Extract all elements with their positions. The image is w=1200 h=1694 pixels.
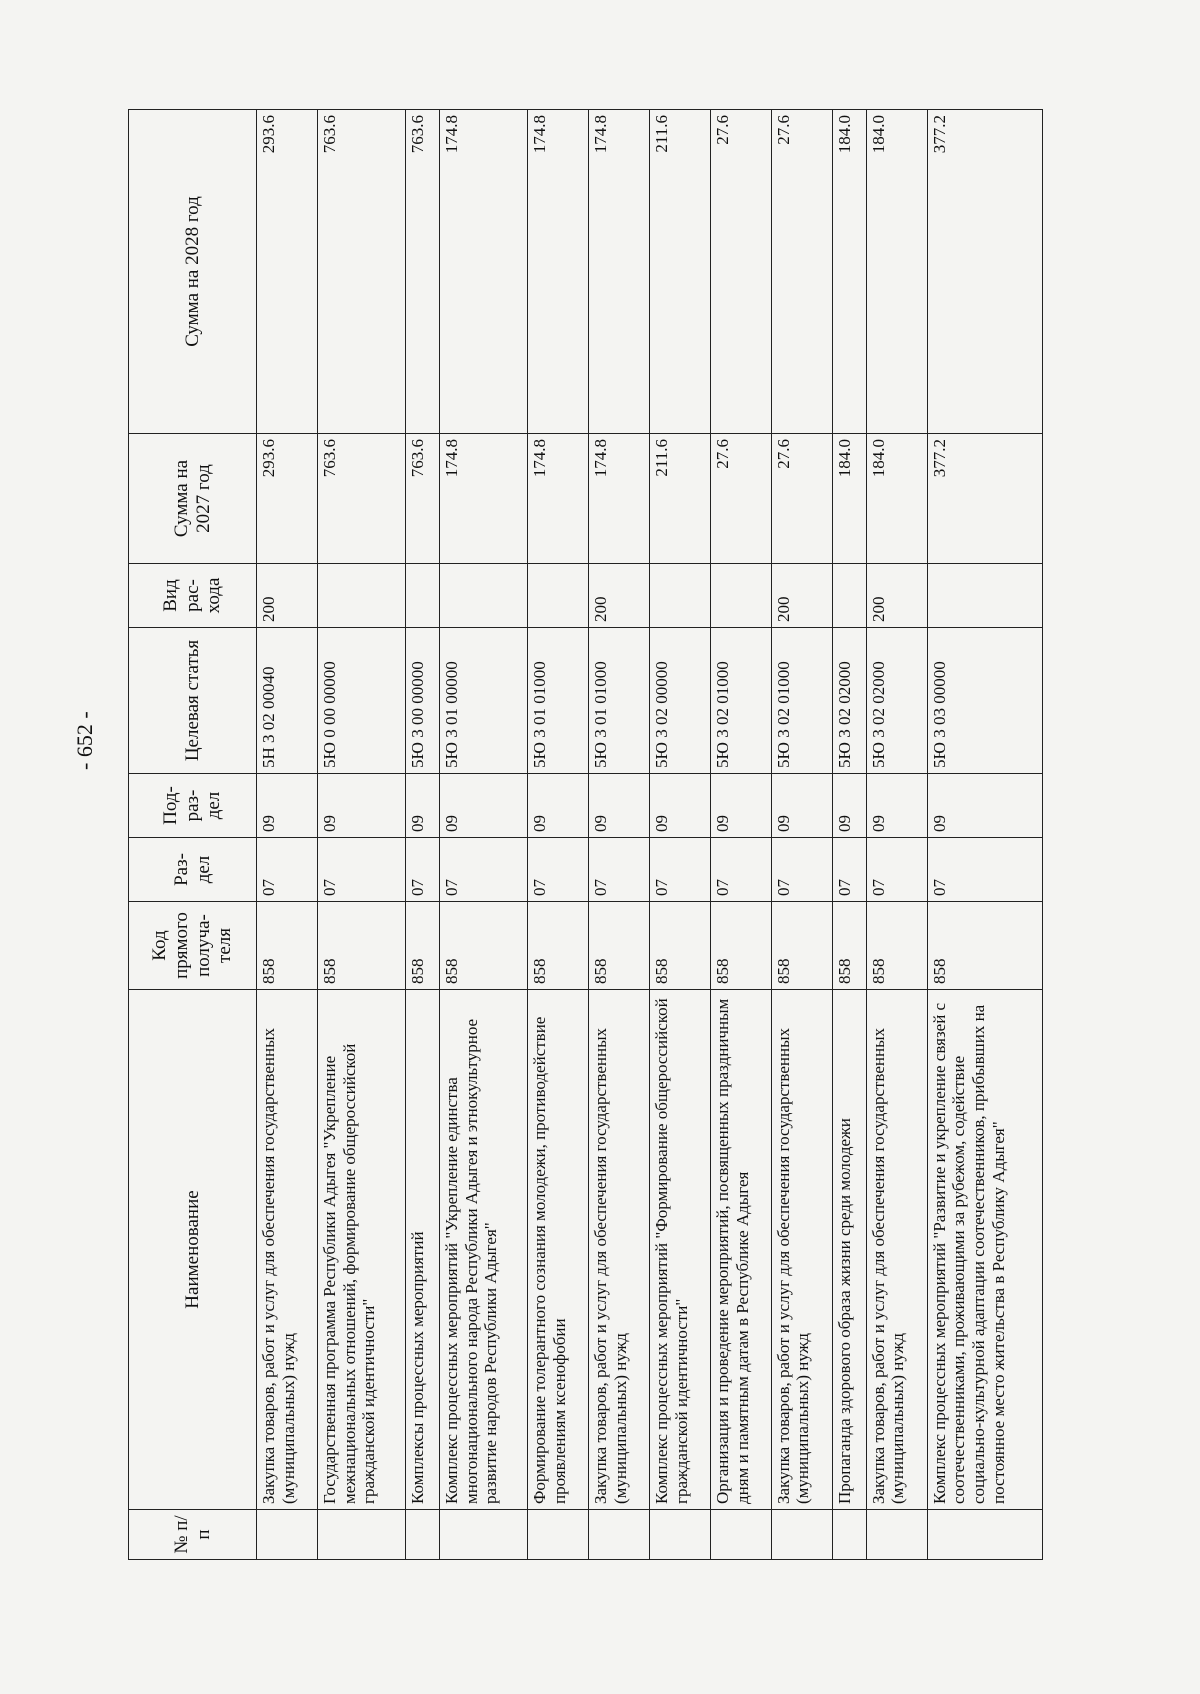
cell-sum2028: 211.6 bbox=[649, 110, 710, 434]
cell-razdel: 07 bbox=[406, 838, 440, 902]
cell-celevaya: 5Ю 3 02 01000 bbox=[771, 628, 832, 774]
header-podrazdel: Под-раз-дел bbox=[129, 774, 257, 838]
cell-sum2028: 763.6 bbox=[406, 110, 440, 434]
cell-no bbox=[832, 1510, 866, 1560]
cell-code: 858 bbox=[439, 902, 527, 990]
cell-sum2027: 211.6 bbox=[649, 434, 710, 564]
cell-sum2028: 184.0 bbox=[866, 110, 927, 434]
cell-podrazdel: 09 bbox=[866, 774, 927, 838]
table-row bbox=[257, 110, 318, 1560]
cell-vid: 200 bbox=[866, 564, 927, 628]
cell-code: 858 bbox=[771, 902, 832, 990]
cell-razdel: 07 bbox=[771, 838, 832, 902]
table-row bbox=[649, 110, 710, 1560]
cell-sum2027: 174.8 bbox=[439, 434, 527, 564]
header-vid: Вид рас-хода bbox=[129, 564, 257, 628]
cell-code: 858 bbox=[710, 902, 771, 990]
cell-razdel: 07 bbox=[832, 838, 866, 902]
cell-no bbox=[439, 1510, 527, 1560]
cell-vid: 200 bbox=[588, 564, 649, 628]
cell-razdel: 07 bbox=[866, 838, 927, 902]
rotated-table-container bbox=[128, 110, 1043, 1560]
cell-sum2028: 293.6 bbox=[257, 110, 318, 434]
cell-name: Закупка товаров, работ и услуг для обеспечения государственных (муниципальных) нужд bbox=[257, 990, 318, 1510]
cell-podrazdel: 09 bbox=[588, 774, 649, 838]
cell-no bbox=[927, 1510, 1042, 1560]
cell-razdel: 07 bbox=[649, 838, 710, 902]
table-row bbox=[866, 110, 927, 1560]
cell-name: Комплекс процессных мероприятий "Развитие и укрепление связей с соотечественниками, проживающими за рубежом, содействие социально-культурной адаптации соотечественников, прибывших на постоянное место жительства в Республику Адыгея" bbox=[927, 990, 1042, 1510]
table-row bbox=[317, 110, 405, 1560]
header-celevaya: Целевая статья bbox=[129, 628, 257, 774]
cell-podrazdel: 09 bbox=[406, 774, 440, 838]
cell-name: Комплекс процессных мероприятий "Формирование общероссийской гражданской идентичности" bbox=[649, 990, 710, 1510]
cell-name: Организация и проведение мероприятий, посвященных праздничным дням и памятным датам в Республике Адыгея bbox=[710, 990, 771, 1510]
table-row bbox=[927, 110, 1042, 1560]
table-row bbox=[439, 110, 527, 1560]
cell-no bbox=[317, 1510, 405, 1560]
cell-no bbox=[588, 1510, 649, 1560]
cell-vid bbox=[832, 564, 866, 628]
table-row bbox=[528, 110, 589, 1560]
cell-sum2028: 377.2 bbox=[927, 110, 1042, 434]
cell-code: 858 bbox=[649, 902, 710, 990]
cell-sum2027: 174.8 bbox=[588, 434, 649, 564]
header-razdel: Раз-дел bbox=[129, 838, 257, 902]
cell-vid bbox=[317, 564, 405, 628]
cell-sum2028: 174.8 bbox=[528, 110, 589, 434]
cell-sum2028: 763.6 bbox=[317, 110, 405, 434]
cell-podrazdel: 09 bbox=[832, 774, 866, 838]
table-row bbox=[832, 110, 866, 1560]
header-code: Код прямого получа-теля bbox=[129, 902, 257, 990]
cell-celevaya: 5Ю 3 01 01000 bbox=[588, 628, 649, 774]
cell-code: 858 bbox=[866, 902, 927, 990]
cell-sum2028: 174.8 bbox=[588, 110, 649, 434]
cell-name: Пропаганда здорового образа жизни среди молодежи bbox=[832, 990, 866, 1510]
cell-code: 858 bbox=[588, 902, 649, 990]
cell-celevaya: 5Ю 3 00 00000 bbox=[406, 628, 440, 774]
cell-vid bbox=[528, 564, 589, 628]
cell-name: Комплекс процессных мероприятий "Укрепление единства многонационального народа Республики Адыгея и этнокультурное развитие народов Республики Адыгея" bbox=[439, 990, 527, 1510]
cell-name: Формирование толерантного сознания молодежи, противодействие проявлениям ксенофобии bbox=[528, 990, 589, 1510]
cell-sum2027: 184.0 bbox=[832, 434, 866, 564]
cell-vid: 200 bbox=[771, 564, 832, 628]
cell-razdel: 07 bbox=[528, 838, 589, 902]
cell-code: 858 bbox=[317, 902, 405, 990]
cell-no bbox=[649, 1510, 710, 1560]
cell-sum2027: 377.2 bbox=[927, 434, 1042, 564]
cell-sum2028: 27.6 bbox=[710, 110, 771, 434]
cell-celevaya: 5Ю 3 03 00000 bbox=[927, 628, 1042, 774]
cell-sum2028: 184.0 bbox=[832, 110, 866, 434]
table-row bbox=[406, 110, 440, 1560]
cell-celevaya: 5Ю 3 02 00000 bbox=[649, 628, 710, 774]
cell-podrazdel: 09 bbox=[528, 774, 589, 838]
cell-vid: 200 bbox=[257, 564, 318, 628]
cell-celevaya: 5Н 3 02 00040 bbox=[257, 628, 318, 774]
cell-celevaya: 5Ю 3 02 02000 bbox=[866, 628, 927, 774]
cell-razdel: 07 bbox=[257, 838, 318, 902]
cell-sum2028: 174.8 bbox=[439, 110, 527, 434]
cell-vid bbox=[649, 564, 710, 628]
cell-no bbox=[866, 1510, 927, 1560]
cell-razdel: 07 bbox=[317, 838, 405, 902]
cell-vid bbox=[710, 564, 771, 628]
cell-celevaya: 5Ю 3 01 01000 bbox=[528, 628, 589, 774]
cell-name: Закупка товаров, работ и услуг для обеспечения государственных (муниципальных) нужд bbox=[866, 990, 927, 1510]
cell-no bbox=[710, 1510, 771, 1560]
cell-code: 858 bbox=[406, 902, 440, 990]
cell-podrazdel: 09 bbox=[317, 774, 405, 838]
table-row bbox=[771, 110, 832, 1560]
header-name: Наименование bbox=[129, 990, 257, 1510]
table-header-row bbox=[129, 110, 257, 1560]
cell-razdel: 07 bbox=[927, 838, 1042, 902]
cell-vid bbox=[406, 564, 440, 628]
cell-name: Государственная программа Республики Адыгея "Укрепление межнациональных отношений, формирование общероссийской гражданской идентичности" bbox=[317, 990, 405, 1510]
table-row bbox=[588, 110, 649, 1560]
cell-podrazdel: 09 bbox=[439, 774, 527, 838]
cell-no bbox=[528, 1510, 589, 1560]
cell-sum2027: 27.6 bbox=[710, 434, 771, 564]
cell-razdel: 07 bbox=[439, 838, 527, 902]
cell-name: Комплексы процессных мероприятий bbox=[406, 990, 440, 1510]
cell-sum2027: 27.6 bbox=[771, 434, 832, 564]
cell-sum2027: 184.0 bbox=[866, 434, 927, 564]
cell-sum2028: 27.6 bbox=[771, 110, 832, 434]
cell-no bbox=[257, 1510, 318, 1560]
cell-podrazdel: 09 bbox=[257, 774, 318, 838]
cell-podrazdel: 09 bbox=[710, 774, 771, 838]
cell-razdel: 07 bbox=[588, 838, 649, 902]
cell-name: Закупка товаров, работ и услуг для обеспечения государственных (муниципальных) нужд bbox=[588, 990, 649, 1510]
cell-podrazdel: 09 bbox=[649, 774, 710, 838]
budget-table bbox=[128, 109, 1043, 1560]
cell-sum2027: 763.6 bbox=[317, 434, 405, 564]
cell-code: 858 bbox=[927, 902, 1042, 990]
cell-code: 858 bbox=[257, 902, 318, 990]
cell-sum2027: 293.6 bbox=[257, 434, 318, 564]
cell-razdel: 07 bbox=[710, 838, 771, 902]
header-no: № п/п bbox=[129, 1510, 257, 1560]
cell-celevaya: 5Ю 0 00 00000 bbox=[317, 628, 405, 774]
cell-name: Закупка товаров, работ и услуг для обеспечения государственных (муниципальных) нужд bbox=[771, 990, 832, 1510]
cell-vid bbox=[927, 564, 1042, 628]
header-sum2028: Сумма на 2028 год bbox=[129, 110, 257, 434]
cell-celevaya: 5Ю 3 02 02000 bbox=[832, 628, 866, 774]
cell-vid bbox=[439, 564, 527, 628]
header-sum2027: Сумма на 2027 год bbox=[129, 434, 257, 564]
page-number: - 652 - bbox=[72, 711, 97, 770]
cell-code: 858 bbox=[832, 902, 866, 990]
cell-sum2027: 174.8 bbox=[528, 434, 589, 564]
cell-no bbox=[771, 1510, 832, 1560]
table-row bbox=[710, 110, 771, 1560]
cell-code: 858 bbox=[528, 902, 589, 990]
cell-celevaya: 5Ю 3 02 01000 bbox=[710, 628, 771, 774]
cell-celevaya: 5Ю 3 01 00000 bbox=[439, 628, 527, 774]
cell-sum2027: 763.6 bbox=[406, 434, 440, 564]
cell-podrazdel: 09 bbox=[927, 774, 1042, 838]
cell-no bbox=[406, 1510, 440, 1560]
cell-podrazdel: 09 bbox=[771, 774, 832, 838]
